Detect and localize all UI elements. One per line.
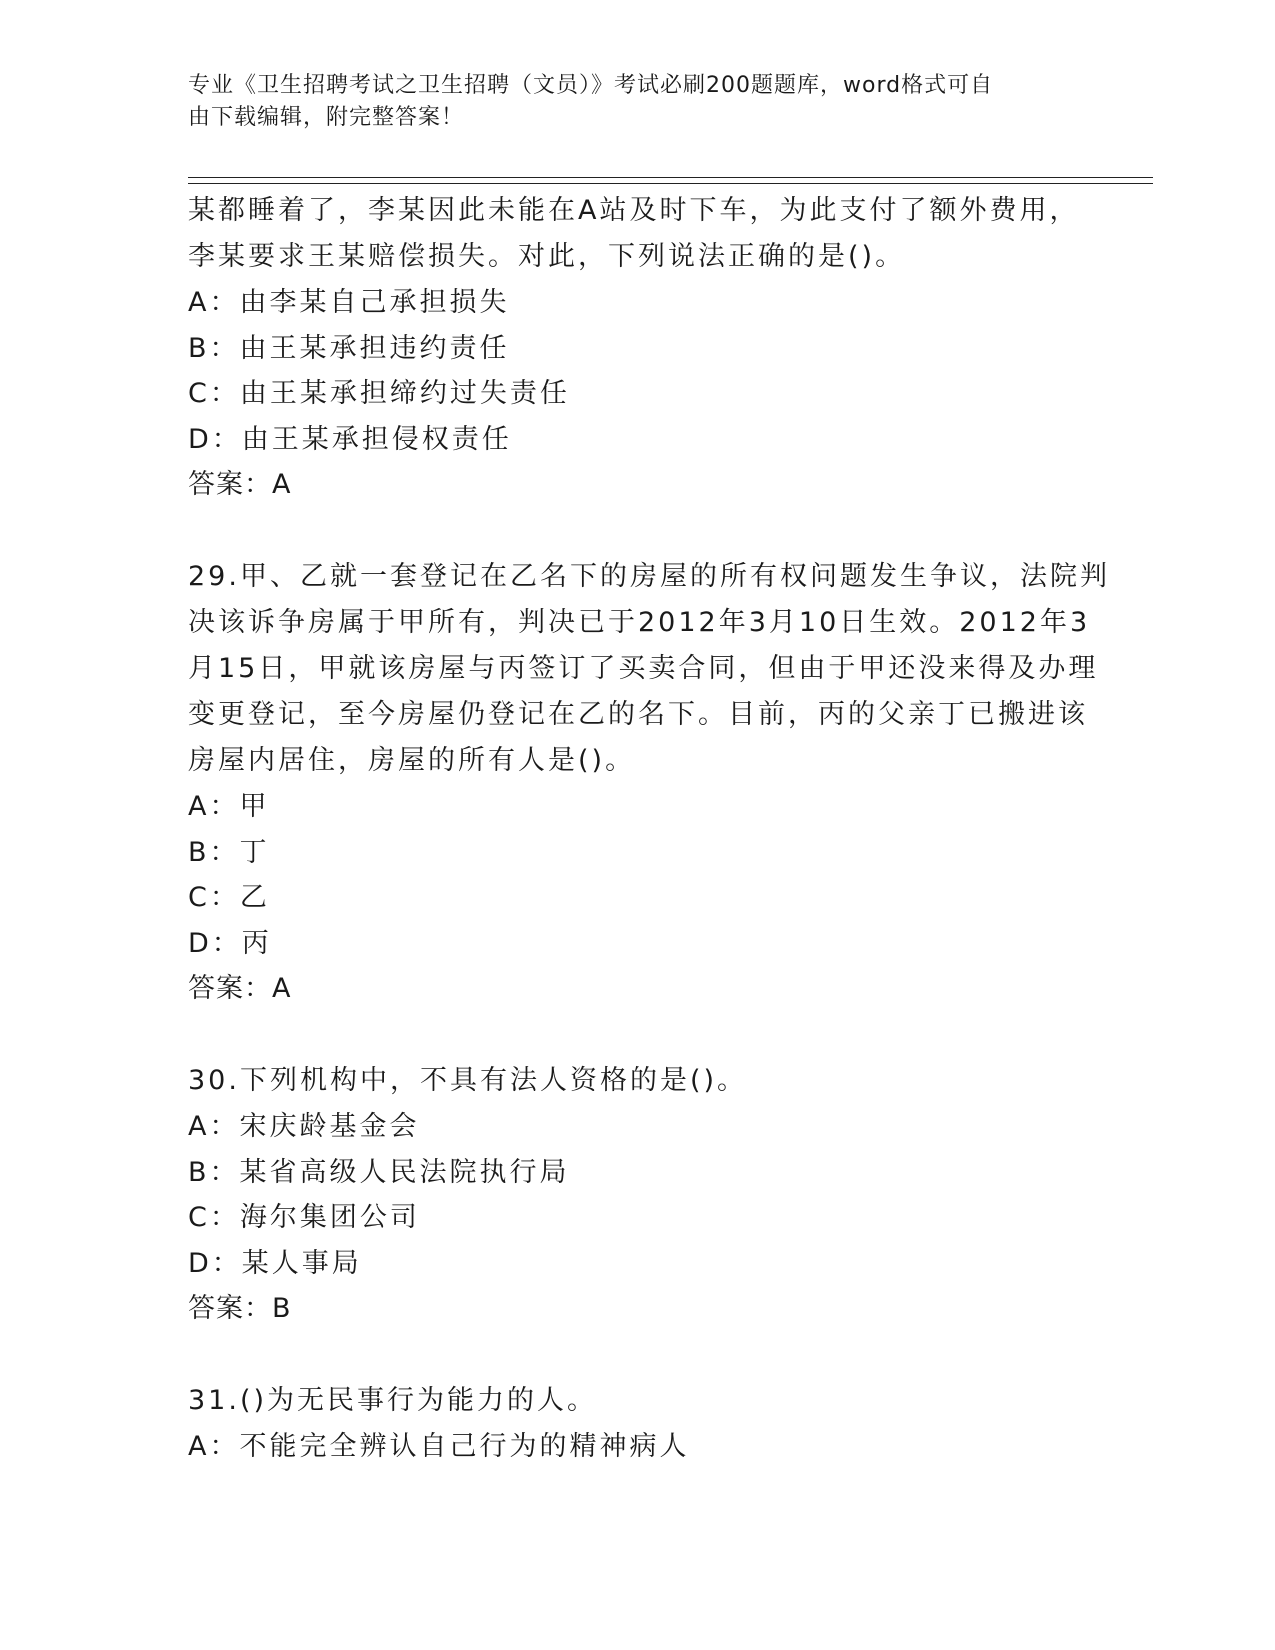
- question-text-line: 变更登记，至今房屋仍登记在乙的名下。目前，丙的父亲丁已搬进该: [188, 699, 1088, 730]
- option-a: A：不能完全辨认自己行为的精神病人: [188, 1431, 690, 1462]
- option-c: C：乙: [188, 882, 270, 913]
- header-divider-top: [188, 177, 1153, 178]
- header-line-2: 由下载编辑，附完整答案！: [188, 105, 465, 130]
- option-b: B：由王某承担违约责任: [188, 332, 510, 364]
- question-28: [188, 188, 1088, 508]
- question-text-line: 30.下列机构中，不具有法人资格的是()。: [188, 1065, 748, 1096]
- option-a: A：宋庆龄基金会: [188, 1111, 420, 1142]
- answer-line: 答案：A: [188, 973, 292, 1004]
- document-header: [188, 70, 1068, 134]
- question-text-line: 房屋内居住，房屋的所有人是()。: [188, 745, 636, 776]
- spacer: [188, 1332, 1088, 1378]
- option-c: C：由王某承担缔约过失责任: [188, 378, 570, 409]
- question-30: [188, 1058, 1088, 1332]
- question-text-line: 月15日，甲就该房屋与丙签订了买卖合同，但由于甲还没来得及办理: [188, 653, 1099, 684]
- spacer: [188, 508, 1088, 554]
- question-29: [188, 554, 1110, 1012]
- answer-line: 答案：A: [188, 469, 292, 500]
- question-text-line: 31.()为无民事行为能力的人。: [188, 1385, 598, 1416]
- question-31: [188, 1378, 1088, 1470]
- spacer: [188, 1012, 1088, 1058]
- question-text-line: 29.甲、乙就一套登记在乙名下的房屋的所有权问题发生争议，法院判: [188, 561, 1110, 592]
- option-d: D：丙: [188, 927, 272, 959]
- header-divider-bottom: [188, 183, 1153, 184]
- header-line-1: 专业《卫生招聘考试之卫生招聘（文员）》考试必刷200题题库，word格式可自: [188, 73, 994, 98]
- option-a: A：甲: [188, 791, 270, 822]
- option-b: B：某省高级人民法院执行局: [188, 1156, 570, 1188]
- question-text-line: 李某要求王某赔偿损失。对此，下列说法正确的是()。: [188, 241, 906, 272]
- option-d: D：由王某承担侵权责任: [188, 423, 512, 455]
- question-text-line: 某都睡着了，李某因此未能在A站及时下车，为此支付了额外费用，: [188, 195, 1080, 226]
- answer-line: 答案：B: [188, 1293, 292, 1324]
- question-content: [188, 188, 1110, 1470]
- option-c: C：海尔集团公司: [188, 1202, 420, 1233]
- option-b: B：丁: [188, 836, 270, 868]
- option-d: D：某人事局: [188, 1247, 362, 1279]
- question-text-line: 决该诉争房属于甲所有，判决已于2012年3月10日生效。2012年3: [188, 607, 1091, 638]
- option-a: A：由李某自己承担损失: [188, 287, 510, 318]
